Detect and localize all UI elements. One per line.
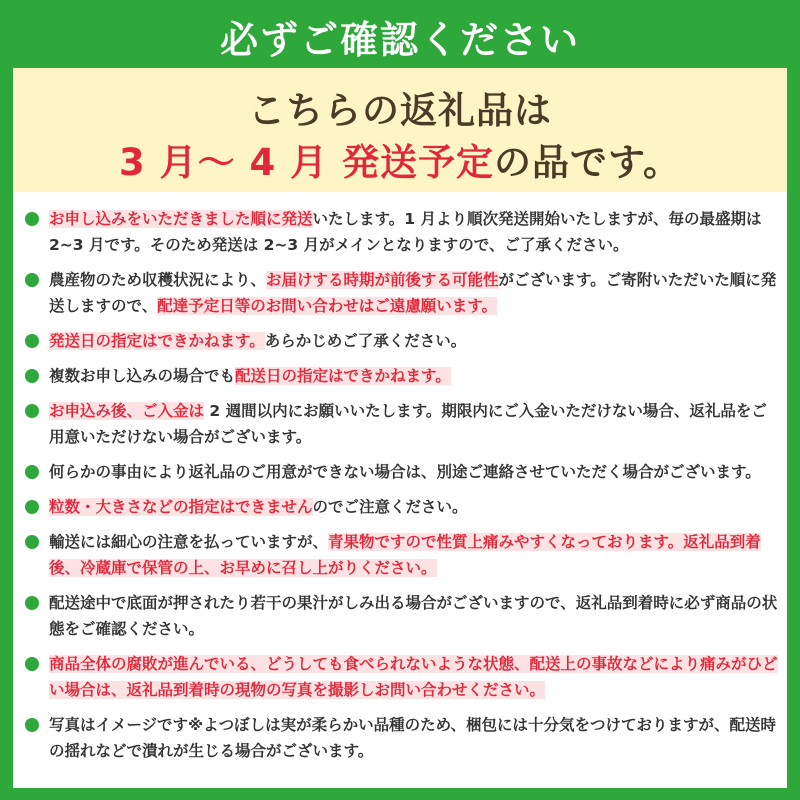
note-item: [21, 267, 781, 319]
notice-header: 必ずご確認ください: [219, 17, 580, 62]
note-highlight: お申し込みをいただきました順に発送: [49, 210, 313, 228]
banner-line-1: こちらの返礼品は: [248, 89, 552, 132]
bullet-icon: [25, 334, 39, 348]
bullet-icon: [25, 500, 39, 514]
note-highlight: 青果物ですので性質上痛みやすくなっております。返礼品到着後、冷蔵庫で保管の上、お早めに召し上がりください。: [49, 533, 761, 577]
bullet-icon: [25, 535, 39, 549]
note-item: [21, 328, 781, 354]
bullet-icon: [25, 718, 39, 732]
note-item: [21, 206, 781, 258]
shipping-banner: [13, 68, 787, 192]
note-item: [21, 459, 781, 485]
banner-period: 3 月〜 4 月: [118, 141, 329, 184]
note-text: 2 週間以内: [204, 402, 288, 420]
note-highlight: 発送日の指定はできかねます。: [49, 332, 265, 350]
bullet-icon: [25, 465, 39, 479]
note-item: [21, 529, 781, 581]
note-item: [21, 590, 781, 642]
note-highlight: 商品全体の腐敗が進んでいる、どうしても食べられないような状態、配送上の事故などにより痛みがひどい場合は、返礼品到着時の現物の写真を撮影しお問い合わせください。: [49, 655, 778, 699]
bullet-icon: [25, 212, 39, 226]
note-highlight: 配達予定日等のお問い合わせはご遠慮願います。: [157, 297, 497, 315]
note-highlight: 粒数・大きさなどの指定はできません: [49, 498, 313, 516]
note-text: 写真はイメージです※よつぼしは実が柔らかい品種のため、梱包には十分気をつけておりますが、配送時の揺れなどで潰れが生じる場合がございます。: [49, 716, 776, 760]
note-highlight: お届けする時期が前後する可能性: [266, 271, 499, 289]
note-text: 何らかの事由により返礼品のご用意ができない場合は、別途ご連絡させていただく場合がございます。: [49, 463, 761, 481]
note-highlight: 配送日の指定はできかねます。: [235, 367, 451, 385]
banner-tail: の品です。: [493, 141, 682, 184]
bullet-icon: [25, 657, 39, 671]
note-highlight: お申込み後、ご入金は: [49, 402, 205, 420]
note-item: [21, 494, 781, 520]
note-item: [21, 398, 781, 450]
banner-line-2: [13, 132, 787, 186]
note-text: がございます。ご寄附いただいた順に発送しますので、: [49, 271, 777, 315]
notice-body: [13, 68, 787, 788]
note-item: [21, 712, 781, 764]
note-text: 配送途中で底面が押されたり若干の果汁がしみ出る場合がございますので、返礼品到着時に必ず商品の状態をご確認ください。: [49, 594, 778, 638]
bullet-icon: [25, 273, 39, 287]
note-text: あらかじめご了承ください。: [264, 332, 467, 350]
note-item: [21, 651, 781, 703]
note-text: 複数お申し込みの場合でも: [49, 367, 236, 385]
note-text: いたします。1 月より順次発送開始いたしますが、毎の最盛期は 2~3 月です。そのため発送は 2~3 月がメインとなりますので、ご了承ください。: [49, 210, 762, 254]
note-text: にお願いいたします。期限内にご入金いただけない場合、返礼品をご用意いただけない場合がございます。: [49, 402, 767, 446]
note-text: 輸送には細心の注意を払っていますが、: [49, 533, 329, 551]
banner-shipping-plan: 発送予定: [341, 141, 494, 184]
note-item: [21, 363, 781, 389]
note-text: 農産物のため収穫状況により、: [49, 271, 267, 289]
bullet-icon: [25, 596, 39, 610]
note-text: のでご注意ください。: [312, 498, 468, 516]
notes-list: [21, 206, 781, 764]
bullet-icon: [25, 404, 39, 418]
bullet-icon: [25, 369, 39, 383]
